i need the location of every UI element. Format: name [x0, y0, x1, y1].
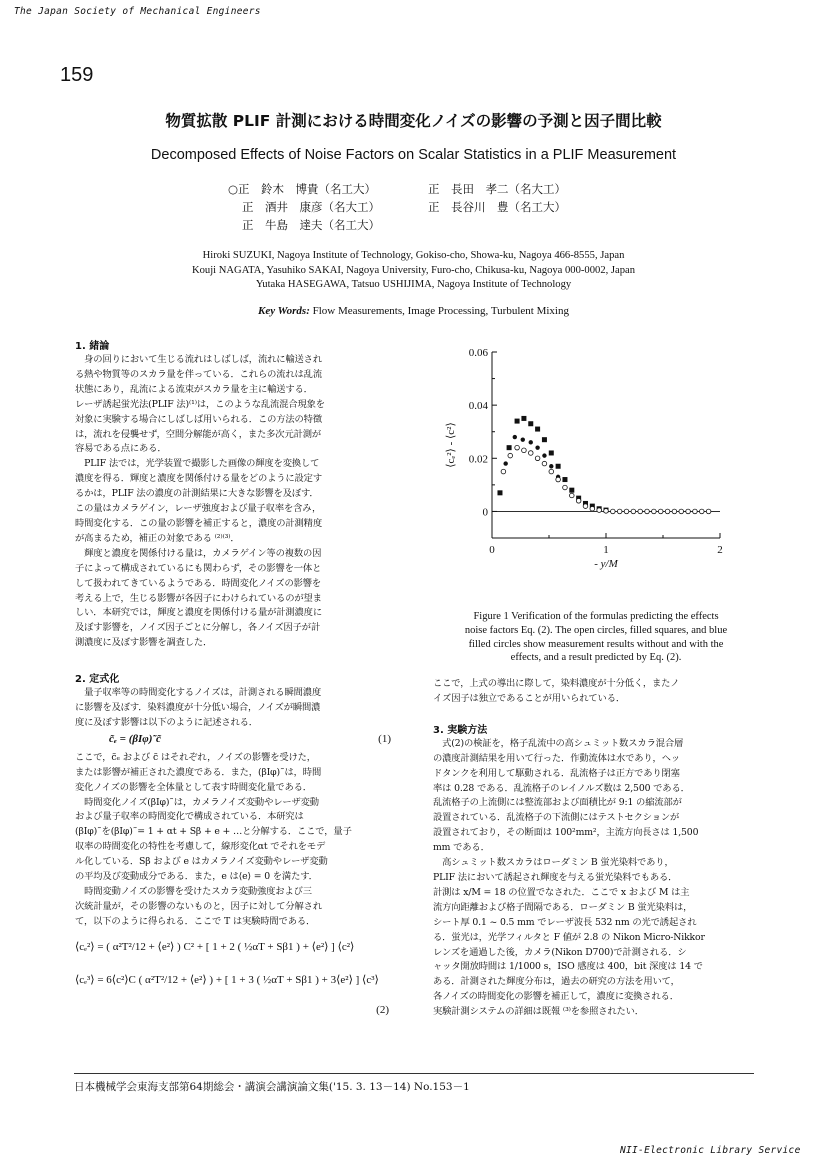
data-point-open-circle [686, 509, 691, 514]
text-line: 計測は x/M = 18 の位置でなされた．ここで x および M は主 [433, 886, 690, 898]
data-point-open-circle [597, 508, 602, 513]
data-point-open-circle [604, 509, 609, 514]
data-point-square [562, 477, 567, 482]
text-line: ドタンクを利用して駆動される．乱流格子は正方であり閉塞 [433, 767, 680, 779]
text-line: 身の回りにおいて生じる流れはしばしば，流れに輸送され [75, 354, 322, 365]
section-1-paragraph-3 [75, 547, 395, 651]
text-line: 輝度と濃度を関係付ける量は，カメラゲイン等の複数の因 [75, 547, 322, 559]
section-3-paragraph-1 [433, 737, 758, 856]
text-line: 変化ノイズの影響を全体量として表す時間変化量である． [75, 781, 312, 793]
text-line: 子によって構成されているにも関わらず，その影響を一体と [75, 562, 322, 574]
text-line: 実験計測システムの詳細は既報 ⁽³⁾を参照されたい． [433, 1006, 644, 1018]
data-point-open-circle [535, 456, 540, 461]
text-line: 容易である点にある． [75, 443, 167, 455]
text-line: 濃度を得る．輝度と濃度を関係付ける量をどのように設定す [75, 473, 322, 485]
footer-rule [74, 1073, 754, 1074]
text-line: 設置されており，その断面は 100²mm²，主流方向長さは 1,500 [433, 827, 699, 839]
data-point-open-circle [576, 499, 581, 504]
data-point-square [497, 490, 502, 495]
data-point-filled-circle [513, 435, 517, 439]
y-tick-label: 0 [482, 506, 488, 519]
page-number: 159 [60, 64, 94, 86]
data-point-square [569, 488, 574, 493]
affiliations [0, 249, 827, 293]
text-line: PLIF 法において誘起され輝度を与える蛍光染料でもある． [433, 871, 678, 883]
footer-proceedings: 日本機械学会東海支部第64期総会・講演会講演論文集('15. 3. 13－14) No.153－1 [74, 1081, 470, 1093]
text-line: 時間変化する．この量の影響を補正すると，濃度の計測精度 [75, 517, 322, 529]
data-point-open-circle [542, 461, 547, 466]
keywords [0, 305, 827, 317]
data-point-open-circle [549, 469, 554, 474]
text-line: ここで，c̃ₑ および c̃ はそれぞれ，ノイズの影響を受けた， [75, 751, 316, 763]
text-line: は，流れを侵襲せず，空間分解能が高く，また多次元計測が [75, 428, 322, 440]
text-line: 流方向距離および格子間隔である．ローダミン B 蛍光染料は， [433, 901, 693, 913]
footer-service: NII-Electronic Library Service [620, 1145, 801, 1156]
data-point-square [549, 450, 554, 455]
text-line: 測濃度に及ぼす影響を調査した． [75, 637, 213, 649]
data-point-square [528, 421, 533, 426]
data-point-square [535, 427, 540, 432]
author-line-2-left: 正 酒井 康彦（名大工） [242, 200, 380, 214]
section-1-paragraph-1 [75, 353, 395, 457]
data-point-filled-circle [503, 461, 507, 465]
data-point-open-circle [638, 509, 643, 514]
author-line-2-right: 正 長谷川 豊（名工大） [428, 200, 566, 214]
data-point-open-circle [617, 509, 622, 514]
text-line: レンズを通過した後，カメラ(Nikon D700)で計測される．シ [433, 946, 687, 958]
text-line: 時間変動ノイズの影響を受けたスカラ変動強度および三 [75, 886, 312, 897]
x-axis-label: - y/M [594, 558, 618, 570]
text-line: るかは，PLIF 法の濃度の計測結果に大きな影響を及ぼす． [75, 488, 319, 500]
left-column [75, 337, 395, 1016]
affiliation-line: Kouji NAGATA, Yasuhiko SAKAI, Nagoya University, Furo-cho, Chikusa-ku, Nagoya 000-0002, Japan [191, 264, 636, 276]
title-english: Decomposed Effects of Noise Factors on Scalar Statistics in a PLIF Measurement [150, 147, 677, 163]
author-line-1-left: ○正 鈴木 博貴（名工大） [228, 182, 377, 196]
y-tick-label: 0.04 [468, 400, 488, 413]
x-tick-label: 1 [603, 544, 609, 556]
data-point-open-circle [693, 509, 698, 514]
text-line: および量子収率の時間変化で構成されている．本研究は [75, 811, 304, 823]
text-line: 率は 0.28 である．乱流格子のレイノルズ数は 2,500 である． [433, 782, 690, 794]
data-point-open-circle [611, 509, 616, 514]
text-line: 時間変化ノイズ(βIφ)˜は，カメラノイズ変動やレーザ変動 [75, 796, 319, 808]
keywords-text: Flow Measurements, Image Processing, Turbulent Mixing [312, 305, 569, 317]
caption-line: effects, and a result predicted by Eq. (2). [510, 652, 682, 664]
text-line: 式(2)の検証を，格子乱流中の高シュミット数スカラ混合層 [433, 737, 684, 749]
data-point-filled-circle [542, 453, 546, 457]
text-line: して扱われてきているようである．時間変化ノイズの影響を [75, 577, 322, 589]
equation-1-row [75, 731, 395, 751]
section-2-paragraph-1 [75, 686, 395, 731]
author-line-3-left: 正 牛島 達夫（名工大） [242, 218, 380, 232]
affiliation-line: Hiroki SUZUKI, Nagoya Institute of Technology, Gokiso-cho, Showa-ku, Nagoya 466-8555, Japan [202, 250, 625, 261]
text-line: の平均及び変動成分である．また，e は⟨e⟩ = 0 を満たす． [75, 871, 318, 883]
keywords-label: Key Words: [258, 305, 310, 317]
text-line: 設置されている．乱流格子の下流側にはテストセクションが [433, 812, 680, 824]
text-line: mm である． [433, 842, 490, 854]
right-column [433, 677, 758, 1020]
data-point-open-circle [631, 509, 636, 514]
text-line: 高シュミット数スカラはローダミン B 蛍光染料であり， [433, 857, 674, 869]
equation-2-number: (2) [376, 1003, 389, 1016]
text-line: または影響が補正された濃度である．また，(βIφ)˜は，時間 [75, 766, 322, 778]
section-2-paragraph-2 [75, 751, 395, 796]
figure-1-caption [436, 610, 756, 665]
right-paragraph-1 [433, 677, 758, 707]
data-point-square [542, 437, 547, 442]
section-3-paragraph-2 [433, 856, 758, 1020]
x-tick-label: 0 [489, 544, 495, 556]
author-line-1-right: 正 長田 孝二（名大工） [428, 182, 566, 196]
text-line: イズ因子は独立であることが用いられている． [433, 692, 625, 704]
text-line: ある．計測された輝度分布は，過去の研究の方法を用いて， [433, 976, 680, 988]
text-line: ャッタ開放時間は 1/1000 s，ISO 感度は 400，bit 深度は 14 で [433, 961, 703, 973]
text-line: ここで，上式の導出に際して，染料濃度が十分低く，またノ [433, 678, 680, 689]
data-point-open-circle [522, 448, 527, 453]
figure-1-chart [430, 338, 760, 588]
text-line: の濃度計測結果を用いて行った．作動流体は水であり，ヘッ [433, 752, 680, 764]
text-line: レーザ誘起蛍光法(PLIF 法)⁽¹⁾は，このような乱流混合現象を [75, 398, 325, 410]
data-point-square [556, 464, 561, 469]
data-point-open-circle [508, 453, 513, 458]
text-line: て，以下のように得られる．ここで T は実験時間である． [75, 915, 316, 927]
data-point-filled-circle [549, 464, 553, 468]
data-point-open-circle [556, 477, 561, 482]
data-point-open-circle [528, 451, 533, 456]
text-line: 対象に実験する場合にしばしば用いられる．この方法の特徴 [75, 413, 322, 425]
data-point-open-circle [652, 509, 657, 514]
data-point-open-circle [645, 509, 650, 514]
text-line: シート厚 0.1 ~ 0.5 mm でレーザ波長 532 nm の光で誘起され [433, 916, 697, 928]
text-line: 乱流格子の上流側には整流部および面積比が 9:1 の縮流部が [433, 797, 682, 809]
section-1-title: 1. 緒論 [75, 341, 110, 352]
data-point-open-circle [570, 493, 575, 498]
caption-line: Figure 1 Verification of the formulas predicting the effects [473, 611, 719, 622]
data-point-filled-circle [529, 440, 533, 444]
data-point-filled-circle [535, 445, 539, 449]
text-line: 及ぼす影響を，ノイズ因子ごとに分解し，各ノイズ因子が計 [75, 622, 321, 634]
section-2-paragraph-3 [75, 796, 395, 885]
text-line: る熱や物質等のスカラ量を伴っている．これらの流れは乱流 [75, 368, 322, 380]
section-2-paragraph-4 [75, 885, 395, 930]
data-point-square [507, 445, 512, 450]
data-point-open-circle [624, 509, 629, 514]
section-1-paragraph-2 [75, 457, 395, 546]
data-point-open-circle [583, 504, 588, 509]
text-line: 度に及ぼす影響は以下のように記述される． [75, 716, 258, 728]
data-point-open-circle [672, 509, 677, 514]
data-point-open-circle [658, 509, 663, 514]
text-line: 次統計量が，その影響のないものと，因子に対して分解され [75, 900, 322, 912]
text-line: 考える上で，生じる影響が各因子にわけられているのが望ま [75, 592, 322, 604]
text-line: に影響を及ぼす．染料濃度が十分低い場合，ノイズが瞬間濃 [75, 702, 321, 714]
text-line: 状態にあり，乱流による流束がスカラ量を主に輸送する． [75, 383, 313, 395]
data-point-open-circle [501, 469, 506, 474]
text-line: 量子収率等の時間変化するノイズは，計測される瞬間濃度 [75, 687, 322, 699]
section-2-title: 2. 定式化 [75, 674, 120, 686]
y-tick-label: 0.02 [468, 453, 488, 466]
title-japanese: 物質拡散 PLIF 計測における時間変化ノイズの影響の予測と因子間比較 [165, 112, 662, 130]
text-line: 各ノイズの時間変化の影響を補正して，濃度に変換される． [433, 991, 679, 1003]
y-tick-label: 0.06 [468, 347, 488, 359]
text-line: しい．本研究では，輝度と濃度を関係付ける量が計測濃度に [75, 607, 322, 619]
data-point-open-circle [706, 509, 711, 514]
caption-line: filled circles show measurement results without and with the [468, 638, 724, 650]
y-axis-label: ⟨cₑ²⟩ - ⟨c²⟩ [445, 422, 457, 468]
data-point-open-circle [665, 509, 670, 514]
caption-line: noise factors Eq. (2). The open circles, filled squares, and blue [464, 624, 728, 636]
data-point-open-circle [590, 506, 595, 511]
text-line: この量はカメラゲイン，レーザ強度および量子収率を含み， [75, 503, 322, 515]
affiliation-line: Yutaka HASEGAWA, Tatsuo USHIJIMA, Nagoya Institute of Technology [255, 279, 572, 290]
text-line: (βIφ)˜を(βIφ)˜= 1 + αt + Sβ + e + …と分解する．ここで，量子 [75, 826, 352, 838]
text-line: る．蛍光は，光学フィルタと F 値が 2.8 の Nikon Micro-Nikkor [433, 931, 705, 943]
data-point-open-circle [699, 509, 704, 514]
equation-2a: ⟨cₑ²⟩ = ( α²T²/12 + ⟨e²⟩ ) C² + [ 1 + 2 ( ½αT + Sβ1 ) + ⟨e²⟩ ] ⟨c²⟩ [75, 940, 355, 953]
equation-1-number: (1) [378, 732, 391, 745]
equation-1: c̃ₑ = (βIφ)˜c̃ [109, 732, 161, 745]
data-point-open-circle [515, 445, 520, 450]
text-line: が高まるため，補正の対象である ⁽²⁾⁽³⁾． [75, 532, 240, 544]
society-header: The Japan Society of Mechanical Engineers [14, 6, 261, 17]
section-3-title: 3. 実験方法 [433, 724, 488, 736]
data-point-open-circle [563, 485, 568, 490]
data-point-open-circle [679, 509, 684, 514]
data-point-square [515, 419, 520, 424]
data-point-filled-circle [521, 437, 525, 441]
x-tick-label: 2 [717, 544, 723, 556]
equation-2b: ⟨cₑ³⟩ = 6⟨c²⟩C ( α²T²/12 + ⟨e²⟩ ) + [ 1 + 3 ( ½αT + Sβ1 ) + 3⟨e²⟩ ] ⟨c³⟩ [75, 973, 379, 986]
text-line: 収率の時間変化の特性を考慮して，線形変化αt でそれをモデ [75, 841, 326, 853]
data-point-square [521, 416, 526, 421]
text-line: ル化している．Sβ および e はカメラノイズ変動やレーザ変動 [75, 856, 328, 868]
text-line: PLIF 法では，光学装置で撮影した画像の輝度を変換して [75, 458, 320, 470]
